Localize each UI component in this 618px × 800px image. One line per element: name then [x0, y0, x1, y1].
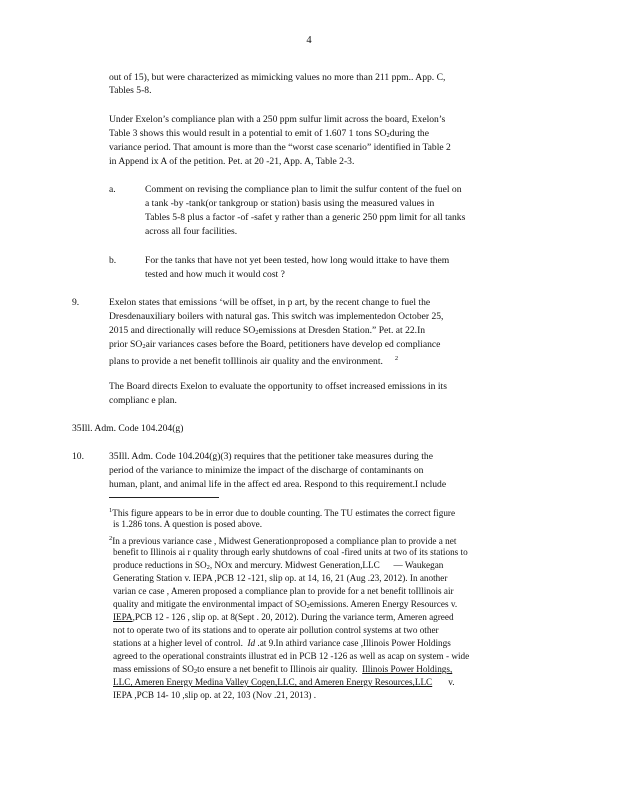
footnote-divider — [109, 497, 219, 498]
case-citation: Illinois Power Holdings, — [362, 664, 453, 674]
text-line: in Append ix A of the petition. Pet. at 20 -21, App. A, Table 2-3. — [109, 156, 355, 167]
footnote-line: agreed to the operational constraints illustrat ed in PCB 12 -126 as well as acap on system - wide — [113, 651, 470, 661]
text-line: Under Exelon’s compliance plan with a 250 ppm sulfur limit across the board, Exelon’s — [109, 114, 446, 125]
list-marker: 10. — [72, 451, 84, 462]
footnote-ref: 2 — [394, 355, 399, 362]
footnote-line: IEPA ,PCB 14- 10 ,slip op. at 22, 103 (Nov .21, 2013) . — [113, 690, 317, 700]
case-citation: LLC, Ameren Energy Medina Valley Cogen,LLC, and Ameren Energy Resources,LLC — [113, 677, 433, 687]
footnote-line: stations at a higher level of control. Id .at 9.In athird variance case ,Illinois Power Holdings — [113, 638, 451, 648]
footnote-line: mass emissions of $SO_2to$ ensure a net benefit to Illinois air quality. Illinois Power Holdings, — [113, 664, 453, 675]
case-citation: IEPA — [113, 612, 133, 622]
text-line: For the tanks that have not yet been tested, how long would ittake to have them — [145, 255, 450, 266]
text-line: prior $SO_2air$ variances cases before the Board, petitioners have develop ed compliance — [109, 339, 441, 350]
text-line: human, plant, and animal life in the affect ed area. Respond to this requirement.I nclude — [109, 479, 447, 490]
text-line: complianc e plan. — [109, 395, 177, 406]
list-marker: a. — [109, 184, 116, 195]
footnote-line: is 1.286 tons. A question is posed above. — [113, 519, 263, 529]
text-line: Dresdenauxiliary boilers with natural gas. This switch was implementedon October 25, — [109, 311, 444, 322]
list-marker: b. — [109, 255, 117, 266]
footnote-line: benefit to Illinois ai r quality through early shutdowns of coal -fired units at two of its stations to — [113, 547, 468, 557]
text-line: Table 3 shows this would result in a potential to emit of 1.607 1 tons $SO_2during$ the — [109, 128, 429, 139]
footnote-line: quality and mitigate the environmental impact of $SO_2emissions$. Ameren Energy Resources v. — [113, 599, 458, 610]
text-line: variance period. That amount is more than the “worst case scenario” identified in Table 2 — [109, 142, 451, 153]
text-line: tested and how much it would cost ? — [145, 269, 285, 280]
text-line: The Board directs Exelon to evaluate the opportunity to offset increased emissions in its — [109, 381, 447, 392]
text-line: Comment on revising the compliance plan to limit the sulfur content of the fuel on — [145, 184, 462, 195]
footnote-line: IEPA,PCB 12 - 126 , slip op. at 8(Sept . 20, 2012). During the variance term, Ameren agreed — [113, 612, 454, 622]
page-number: 4 — [306, 35, 312, 46]
text-line: 35Ill. Adm. Code 104.204(g)(3) requires that the petitioner take measures during the — [109, 451, 433, 462]
text-line: Tables 5-8. — [109, 85, 152, 96]
footnote-line: produce reductions in $SO_2$, NOx and mercury. Midwest Generation,LLC — Waukegan — [113, 560, 444, 571]
text-line: Exelon states that emissions ‘will be offset, in p art, by the recent change to fuel the — [109, 297, 431, 308]
text-line: a tank -by -tank(or tankgroup or station) basis using the measured values in — [145, 198, 435, 209]
text-line: 2015 and directionally will reduce $SO_2emissions$ at Dresden Station.” Pet. at 22.In — [109, 325, 426, 336]
section-heading: 35Ill. Adm. Code 104.204(g) — [72, 423, 184, 434]
footnote-line: $^1$This figure appears to be in error due to double counting. The TU estimates the correct figure — [109, 507, 456, 518]
footnote-line: Generating Station v. IEPA ,PCB 12 -121, slip op. at 14, 16, 21 (Aug .23, 2012). In another — [113, 573, 448, 583]
text-line: period of the variance to minimize the impact of the discharge of contaminants on — [109, 465, 424, 476]
text-line: plans to provide a net benefit toIllinois air quality and the environment. $^2$ — [109, 355, 399, 367]
footnote-line: LLC, Ameren Energy Medina Valley Cogen,LLC, and Ameren Energy Resources,LLC v. — [113, 677, 455, 687]
footnote-line: $^2$In a previous variance case , Midwest Generationproposed a compliance plan to provide a net — [109, 535, 457, 546]
footnote-line: not to operate two of its stations and to operate air pollution control systems at two other — [113, 625, 439, 635]
text-line: out of 15), but were characterized as mimicking values no more than 211 ppm.. App. C, — [109, 72, 446, 83]
footnote-line: varian ce case , Ameren proposed a compliance plan to provide for a net benefit toIllinois air — [113, 586, 454, 596]
text-line: Tables 5-8 plus a factor -of -safet y rather than a generic 250 ppm limit for all tanks — [145, 212, 466, 223]
list-marker: 9. — [72, 297, 80, 308]
text-line: across all four facilities. — [145, 226, 238, 237]
